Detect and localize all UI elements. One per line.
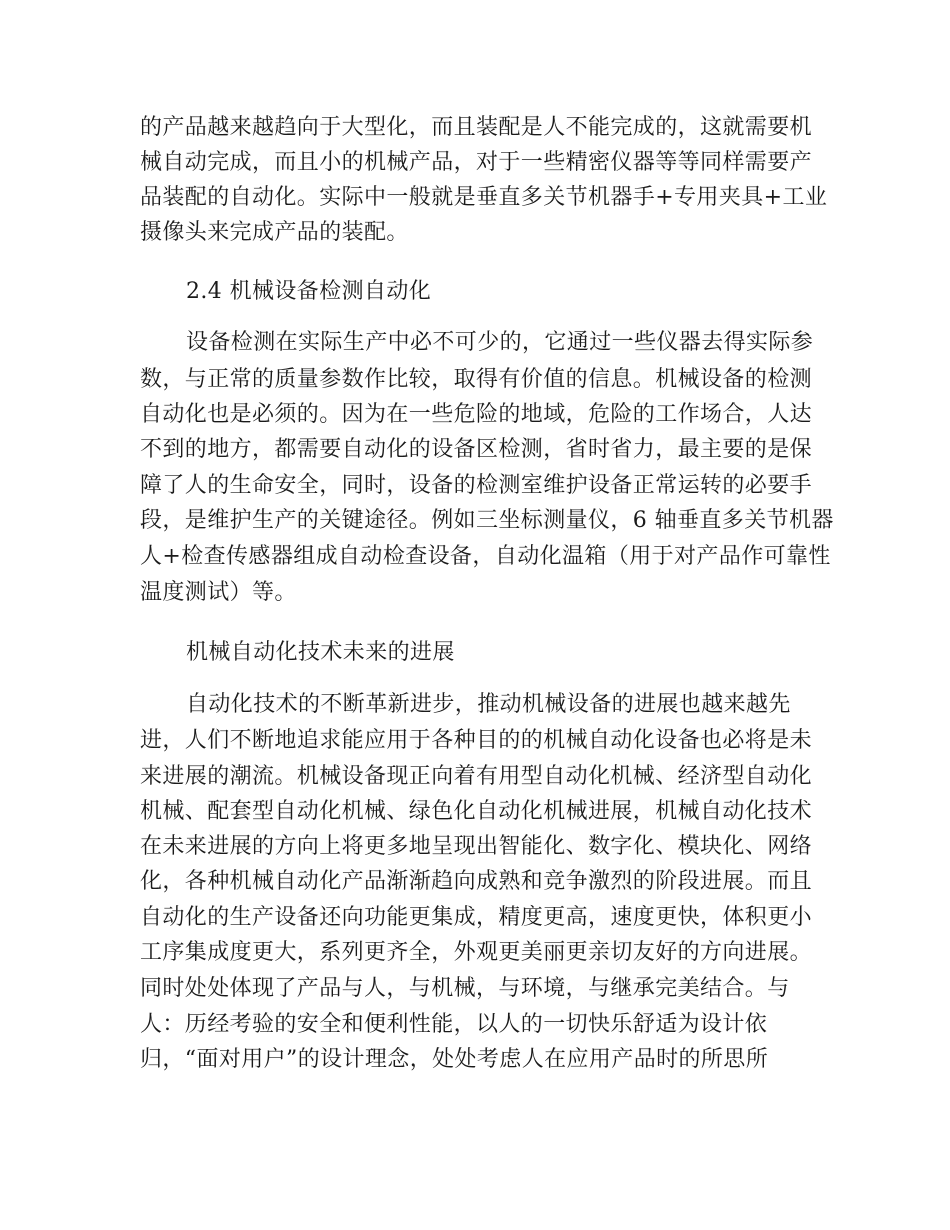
paragraph-3-line: 人：历经考验的安全和便利性能，以人的一切快乐舒适为设计依 <box>140 1012 768 1037</box>
paragraph-3-line: 来进展的潮流。机械设备现正向着有用型自动化机械、经济型自动化 <box>140 764 813 789</box>
paragraph-3-line: 进，人们不断地追求能应用于各种目的的机械自动化设备也必将是未 <box>140 728 813 753</box>
paragraph-1-line: 械自动完成，而且小的机械产品，对于一些精密仪器等等同样需要产 <box>140 150 813 175</box>
paragraph-1-line: 品装配的自动化。实际中一般就是垂直多关节机器手+专用夹具+工业 <box>140 185 828 210</box>
paragraph-3-line: 化，各种机械自动化产品渐渐趋向成熟和竞争激烈的阶段进展。而且 <box>140 869 813 894</box>
paragraph-2-line: 段，是维护生产的关键途径。例如三坐标测量仪，6 轴垂直多关节机器 <box>140 508 834 533</box>
paragraph-2-line: 障了人的生命安全，同时，设备的检测室维护设备正常运转的必要手 <box>140 473 813 498</box>
paragraph-3-line: 工序集成度更大，系列更齐全，外观更美丽更亲切友好的方向进展。 <box>140 940 813 965</box>
paragraph-2-line: 人+检查传感器组成自动检查设备，自动化温箱（用于对产品作可靠性 <box>140 544 831 569</box>
paragraph-1-line: 的产品越来越趋向于大型化，而且装配是人不能完成的，这就需要机 <box>140 115 813 140</box>
paragraph-3-line: 在未来进展的方向上将更多地呈现出智能化、数字化、模块化、网络 <box>140 834 813 859</box>
section-heading-future: 机械自动化技术未来的进展 <box>186 640 455 665</box>
paragraph-3-line: 机械、配套型自动化机械、绿色化自动化机械进展，机械自动化技术 <box>140 799 813 824</box>
paragraph-3-line: 同时处处体现了产品与人，与机械，与环境，与继承完美结合。与 <box>140 976 790 1001</box>
paragraph-2-line: 设备检测在实际生产中必不可少的，它通过一些仪器去得实际参 <box>186 330 814 355</box>
paragraph-1-line: 摄像头来完成产品的装配。 <box>140 220 409 245</box>
paragraph-3-line: 归，“面对用户”的设计理念，处处考虑人在应用产品时的所思所 <box>140 1047 769 1072</box>
section-heading-2-4: 2.4 机械设备检测自动化 <box>186 279 432 304</box>
paragraph-2-line: 不到的地方，都需要自动化的设备区检测，省时省力，最主要的是保 <box>140 437 813 462</box>
paragraph-2-line: 数，与正常的质量参数作比较，取得有价值的信息。机械设备的检测 <box>140 367 813 392</box>
paragraph-3-line: 自动化的生产设备还向功能更集成，精度更高，速度更快，体积更小 <box>140 905 813 930</box>
paragraph-2-line: 自动化也是必须的。因为在一些危险的地域，危险的工作场合，人达 <box>140 402 813 427</box>
paragraph-3-line: 自动化技术的不断革新进步，推动机械设备的进展也越来越先 <box>186 692 791 717</box>
paragraph-2-line: 温度测试）等。 <box>140 580 297 605</box>
